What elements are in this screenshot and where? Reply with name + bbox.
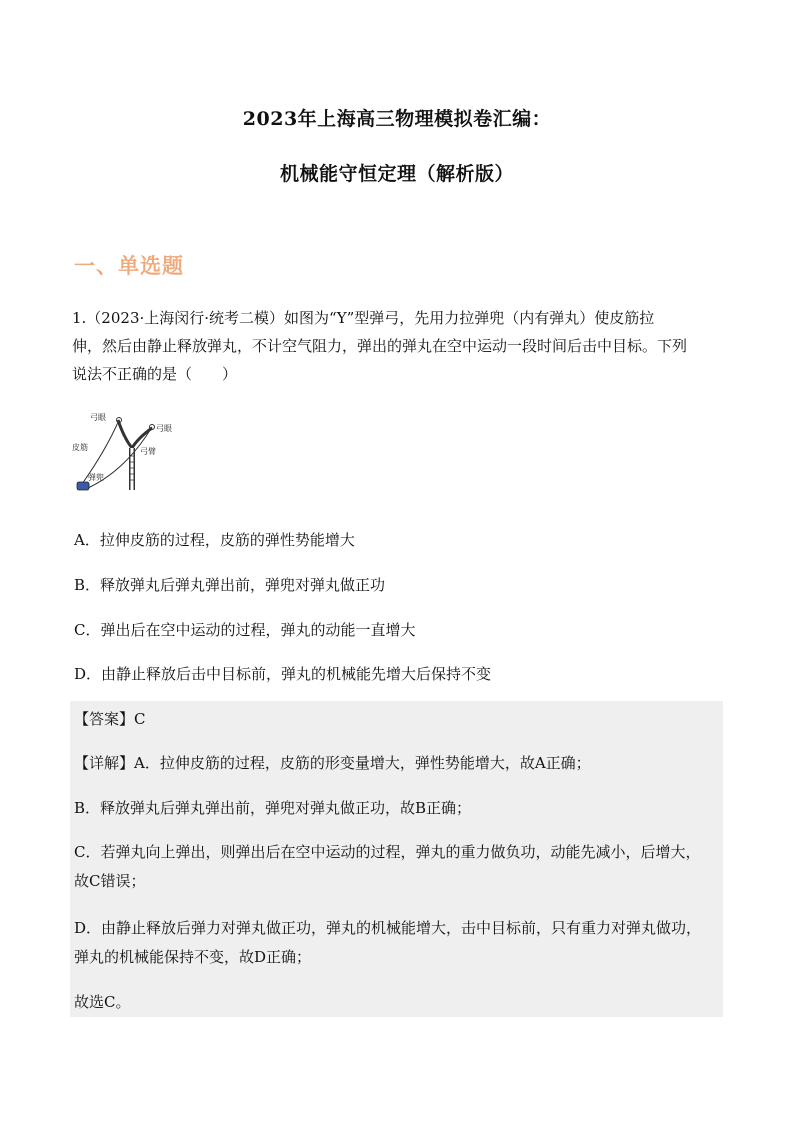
detail-c-line2: 故C错误； <box>74 872 146 890</box>
question-line-2: 伸，然后由静止释放弹丸，不计空气阻力，弹出的弹丸在空中运动一段时间后击中目标。下列 <box>72 337 688 355</box>
label-bow-eye-right: 弓眼 <box>156 424 172 433</box>
detail-c-line1: C．若弹丸向上弹出，则弹出后在空中运动的过程，弹丸的重力做负功，动能先减小，后增大， <box>74 843 701 861</box>
question-stem <box>72 304 732 388</box>
question-line-3: 说法不正确的是（ ） <box>72 365 238 383</box>
document-title-line2: 机械能守恒定理（解析版） <box>279 163 514 185</box>
pouch-shape <box>77 482 89 490</box>
label-pouch: 弹兜 <box>88 473 104 482</box>
label-bow-eye-left: 弓眼 <box>90 413 106 422</box>
section-heading: 一、单选题 <box>74 254 184 278</box>
detail-a: 【详解】A．拉伸皮筋的过程，皮筋的形变量增大，弹性势能增大，故A正确； <box>74 754 591 772</box>
option-b: B．释放弹丸后弹丸弹出前，弹兜对弹丸做正功 <box>74 576 386 594</box>
detail-d-line2: 弹丸的机械能保持不变，故D正确； <box>74 948 312 966</box>
slingshot-figure <box>66 410 196 500</box>
option-a: A．拉伸皮筋的过程，皮筋的弹性势能增大 <box>74 531 355 549</box>
detail-b: B．释放弹丸后弹丸弹出前，弹兜对弹丸做正功，故B正确； <box>74 799 472 817</box>
option-d: D．由静止释放后击中目标前，弹丸的机械能先增大后保持不变 <box>74 665 492 683</box>
label-bow-arm: 弓臂 <box>140 447 156 456</box>
question-line-1: 1.（2023·上海闵行·统考二模）如图为“Y”型弹弓，先用力拉弹兜（内有弹丸）使皮筋拉 <box>72 309 655 327</box>
detail-d-line1: D．由静止释放后弹力对弹丸做正功，弹丸的机械能增大，击中目标前，只有重力对弹丸做功， <box>74 919 702 937</box>
option-c: C．弹出后在空中运动的过程，弹丸的动能一直增大 <box>74 621 416 639</box>
document-title-line1: 2023年上海高三物理模拟卷汇编： <box>242 108 552 130</box>
conclusion: 故选C。 <box>74 993 131 1011</box>
label-rubber-band: 皮筋 <box>72 443 88 452</box>
answer-line: 【答案】C <box>74 710 146 728</box>
